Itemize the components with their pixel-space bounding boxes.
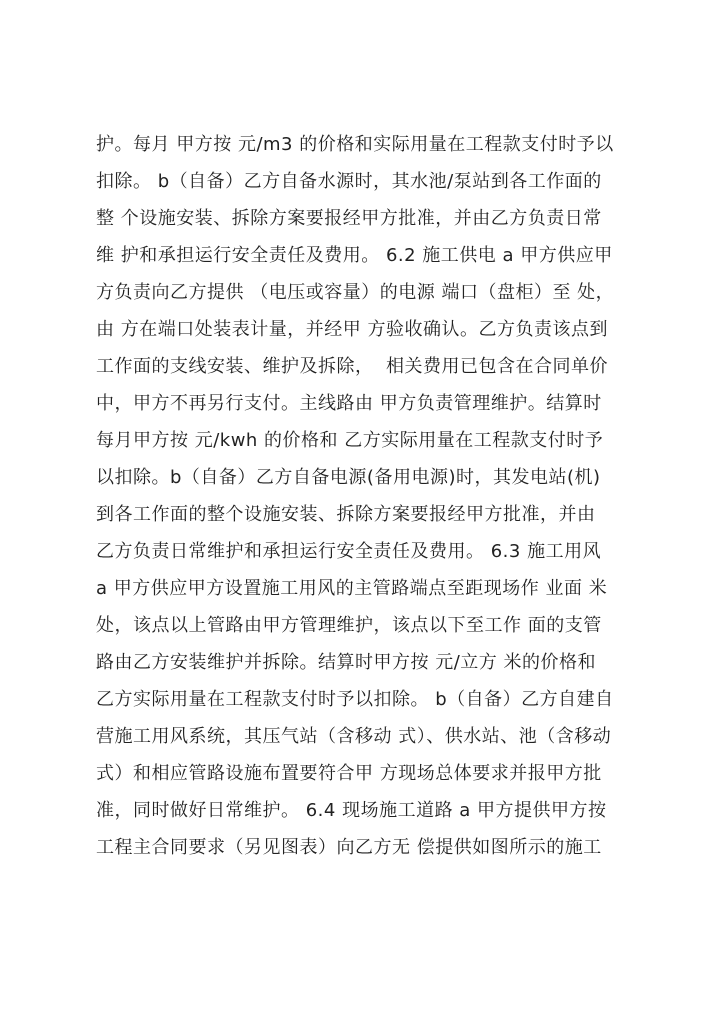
text-line-8: 中，甲方不再另行支付。主线路由 甲方负责管理维护。结算时 xyxy=(96,393,602,414)
text-line-13: a 甲方供应甲方设置施工用风的主管路端点至距现场作 业面 米 xyxy=(96,578,608,599)
text-line-19: 准，同时做好日常维护。 6.4 现场施工道路 a 甲方提供甲方按 xyxy=(96,800,607,821)
text-line-20: 工程主合同要求（另见图表）向乙方无 偿提供如图所示的施工 xyxy=(96,837,602,858)
text-line-11: 到各工作面的整个设施安装、拆除方案要报经甲方批准，并由 xyxy=(96,504,596,525)
text-line-7: 工作面的支线安装、维护及拆除， 相关费用已包含在合同单价 xyxy=(96,356,608,377)
text-line-10: 以扣除。b（自备）乙方自备电源(备用电源)时，其发电站(机) xyxy=(96,467,601,488)
body-text xyxy=(96,126,636,866)
text-line-3: 整 个设施安装、拆除方案要报经甲方批准，并由乙方负责日常 xyxy=(96,208,602,229)
text-line-12: 乙方负责日常维护和承担运行安全责任及费用。 6.3 施工用风 xyxy=(96,541,602,562)
text-line-15: 路由乙方安装维护并拆除。结算时甲方按 元/立方 米的价格和 xyxy=(96,652,597,673)
text-line-4: 维 护和承担运行安全责任及费用。 6.2 施工供电 a 甲方供应甲 xyxy=(96,245,613,266)
text-line-5: 方负责向乙方提供 （电压或容量）的电源 端口（盘柜）至 处， xyxy=(96,282,615,303)
text-line-2: 扣除。 b（自备）乙方自备水源时，其水池/泵站到各工作面的 xyxy=(96,171,602,192)
text-line-18: 式）和相应管路设施布置要符合甲 方现场总体要求并报甲方批 xyxy=(96,763,602,784)
text-line-16: 乙方实际用量在工程款支付时予以扣除。 b（自备）乙方自建自 xyxy=(96,689,614,710)
text-line-17: 营施工用风系统，其压气站（含移动 式）、供水站、池（含移动 xyxy=(96,726,612,747)
text-line-14: 处，该点以上管路由甲方管理维护，该点以下至工作 面的支管 xyxy=(96,615,602,636)
text-line-6: 由 方在端口处装表计量，并经甲 方验收确认。乙方负责该点到 xyxy=(96,319,608,340)
text-line-1: 护。每月 甲方按 元/m3 的价格和实际用量在工程款支付时予以 xyxy=(96,134,614,155)
text-line-9: 每月甲方按 元/kwh 的价格和 乙方实际用量在工程款支付时予 xyxy=(96,430,604,451)
